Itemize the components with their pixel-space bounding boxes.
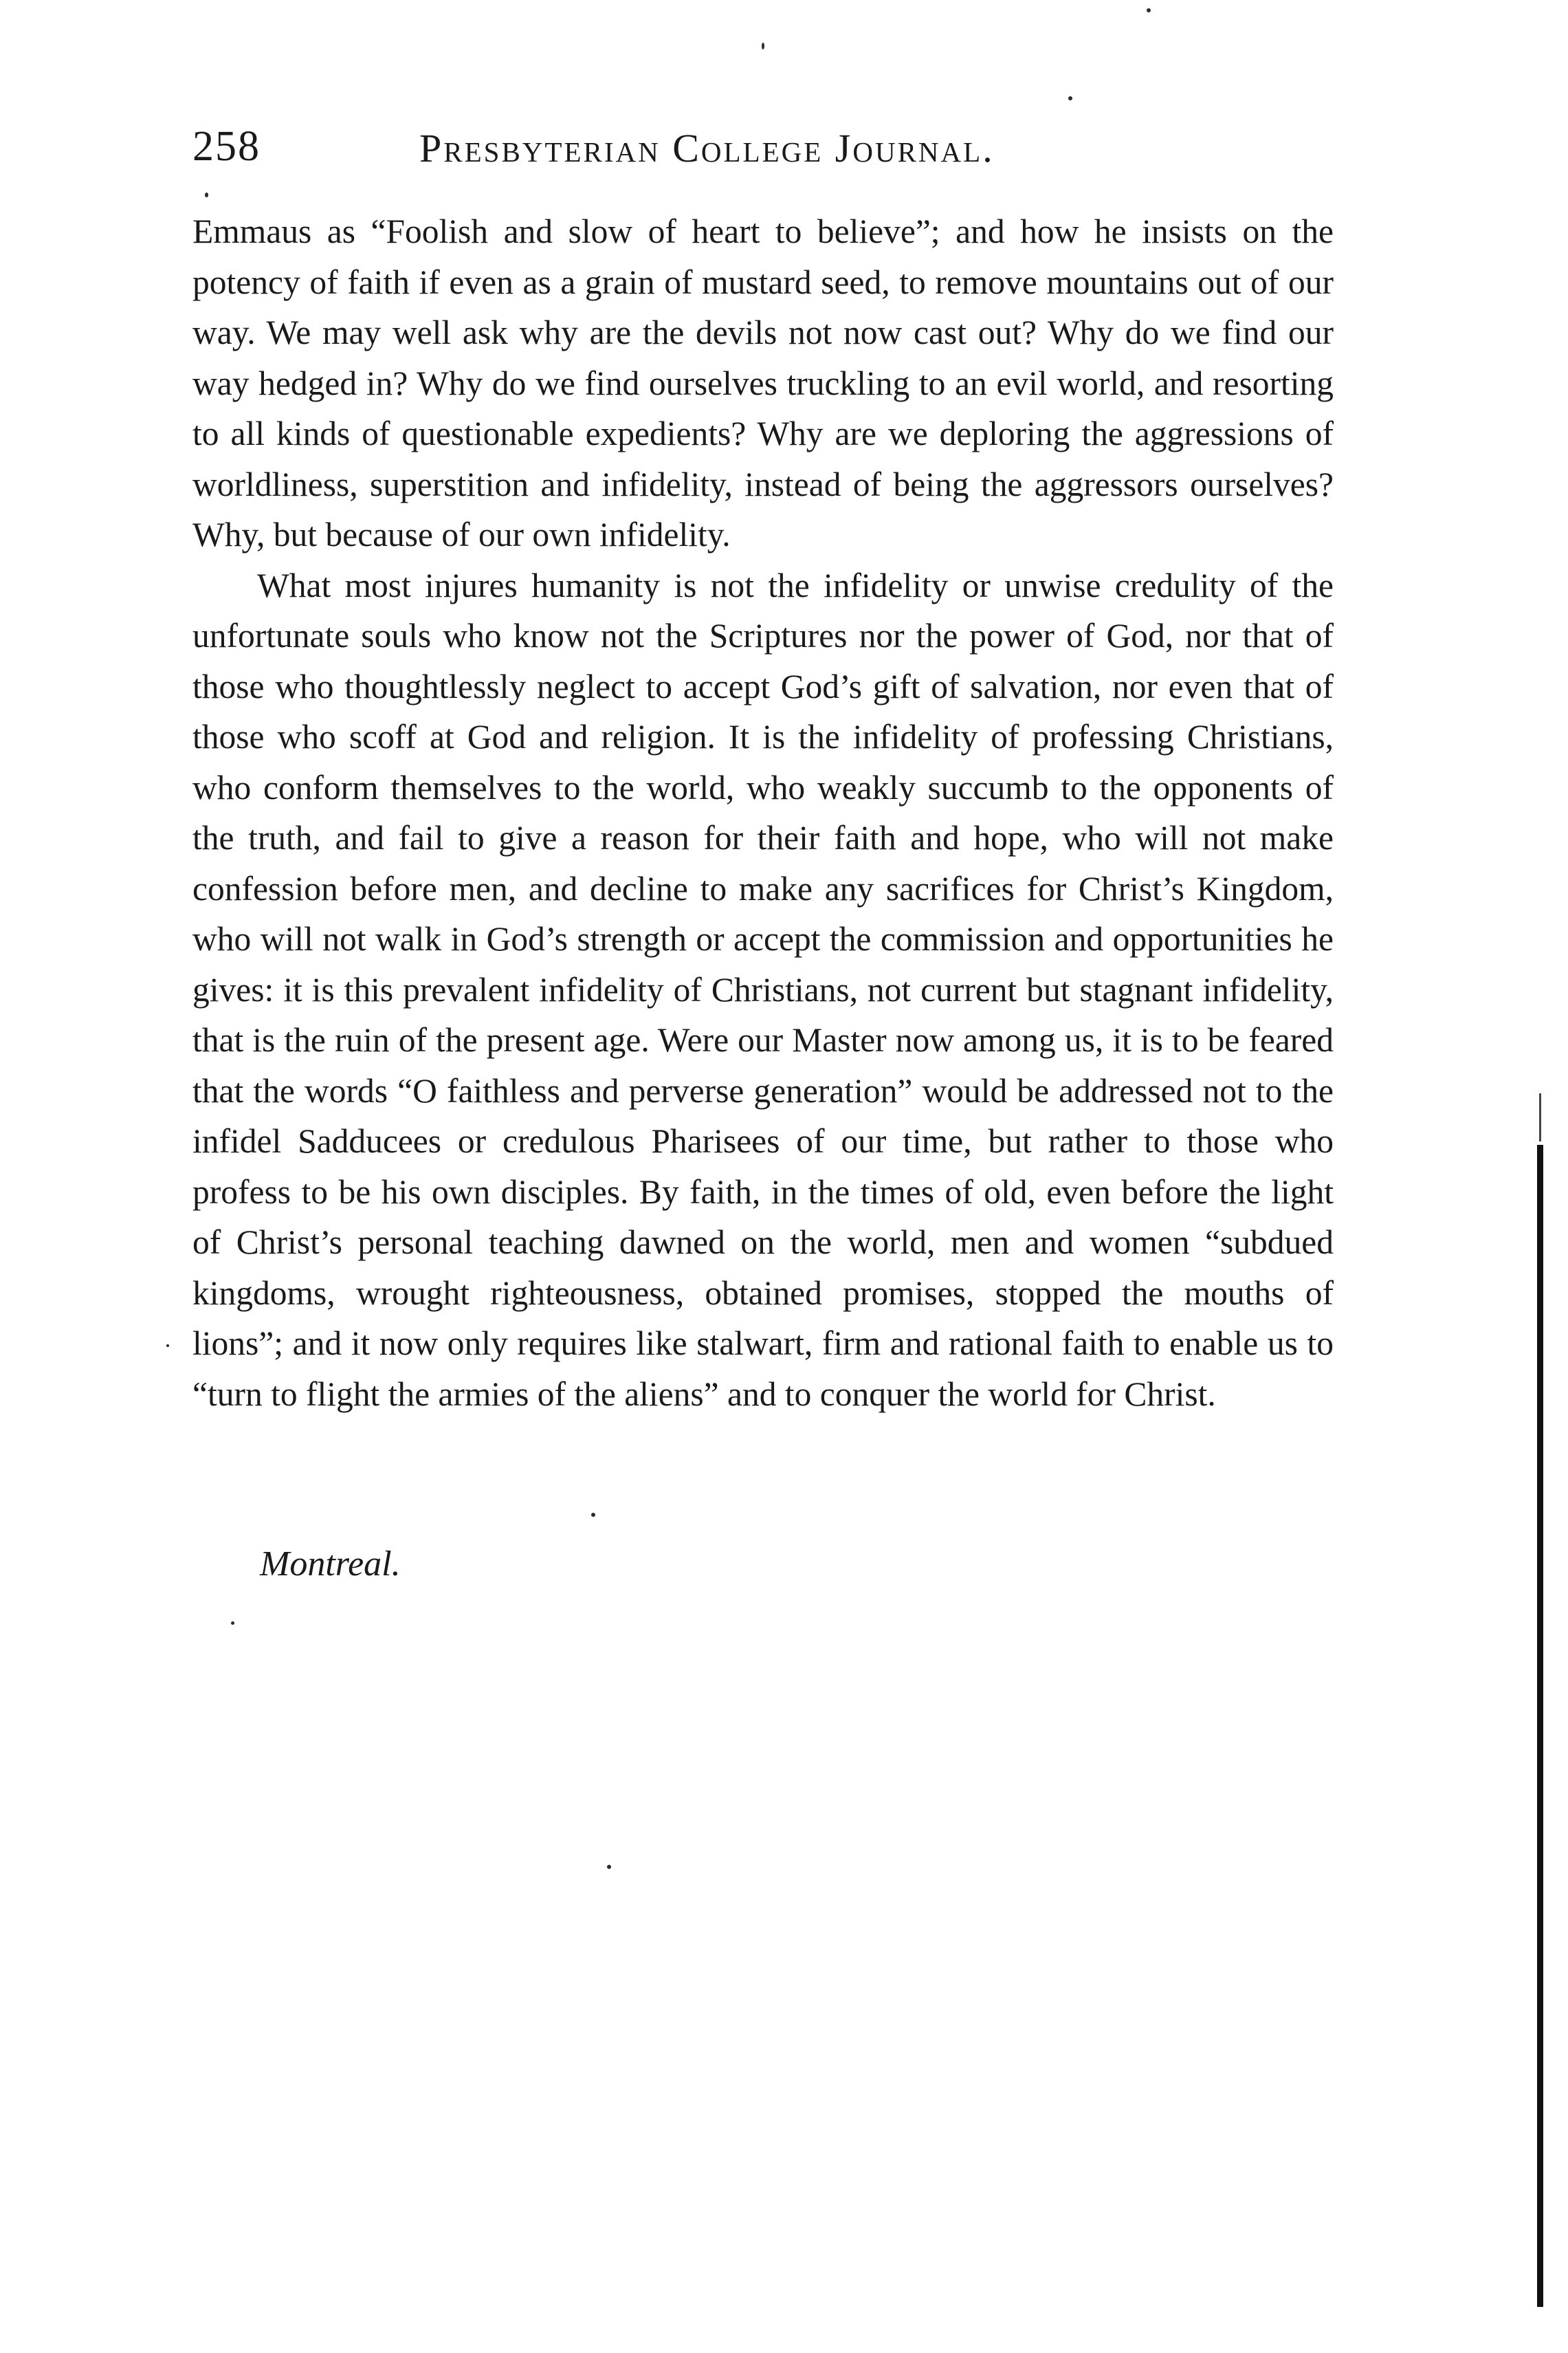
running-head: Presbyterian College Journal. [419, 126, 995, 171]
scan-edge-mark [1539, 1093, 1541, 1141]
scan-edge-bar [1537, 1145, 1543, 2307]
scan-speck [1147, 8, 1151, 12]
scan-speck [205, 193, 208, 197]
scan-speck [1068, 96, 1072, 100]
scan-speck [231, 1621, 234, 1625]
place-signature: Montreal. [260, 1544, 401, 1584]
scan-speck [166, 1344, 169, 1347]
scan-speck [762, 43, 764, 50]
article-body [192, 206, 1334, 1419]
page-number: 258 [192, 123, 261, 170]
paragraph-1: Emmaus as “Foolish and slow of heart to believe”; and how he insists on the potency of faith if even as a grain of mustard seed, to remove mountains out of our way. We may well ask why are the devils not now cast out? Why do we find our way hedged in? Why do we find ourselves truckling to an evil world, and resorting to all kinds of questionable expedients? Why are we deploring the aggressions of worldliness, superstition and infidelity, instead of being the aggressors ourselves? Why, but because of our own infidelity. [192, 212, 1334, 554]
scan-speck [591, 1513, 595, 1517]
scan-speck [607, 1865, 611, 1869]
page-header [192, 116, 1334, 191]
paragraph-2: What most injures humanity is not the infidelity or unwise credulity of the unfortunate souls who know not the Scriptures nor the power of God, nor that of those who thoughtlessly neglect to accept God’s gift of salvation, nor even that of those who scoff at God and religion. It is the infidelity of professing Christians, who conform themselves to the world, who weakly succumb to the opponents of the truth, and fail to give a reason for their faith and hope, who will not make confession before men, and decline to make any sacrifices for Christ’s Kingdom, who will not walk in God’s strength or accept the commission and opportunities he gives: it is this prevalent infidelity of Christians, not current but stagnant infidelity, that is the ruin of the present age. Were our Master now among us, it is to be feared that the words “O faithless and perverse generation” would be addressed not to the infidel Sadducees or credulous Pharisees of our time, but rather to those who profess to be his own disciples. By faith, in the times of old, even before the light of Christ’s personal teaching dawned on the world, men and women “subdued kingdoms, wrought righteousness, obtained promises, stopped the mouths of lions”; and it now only requires like stalwart, firm and rational faith to enable us to “turn to flight the armies of the aliens” and to conquer the world for Christ. [192, 566, 1334, 1413]
